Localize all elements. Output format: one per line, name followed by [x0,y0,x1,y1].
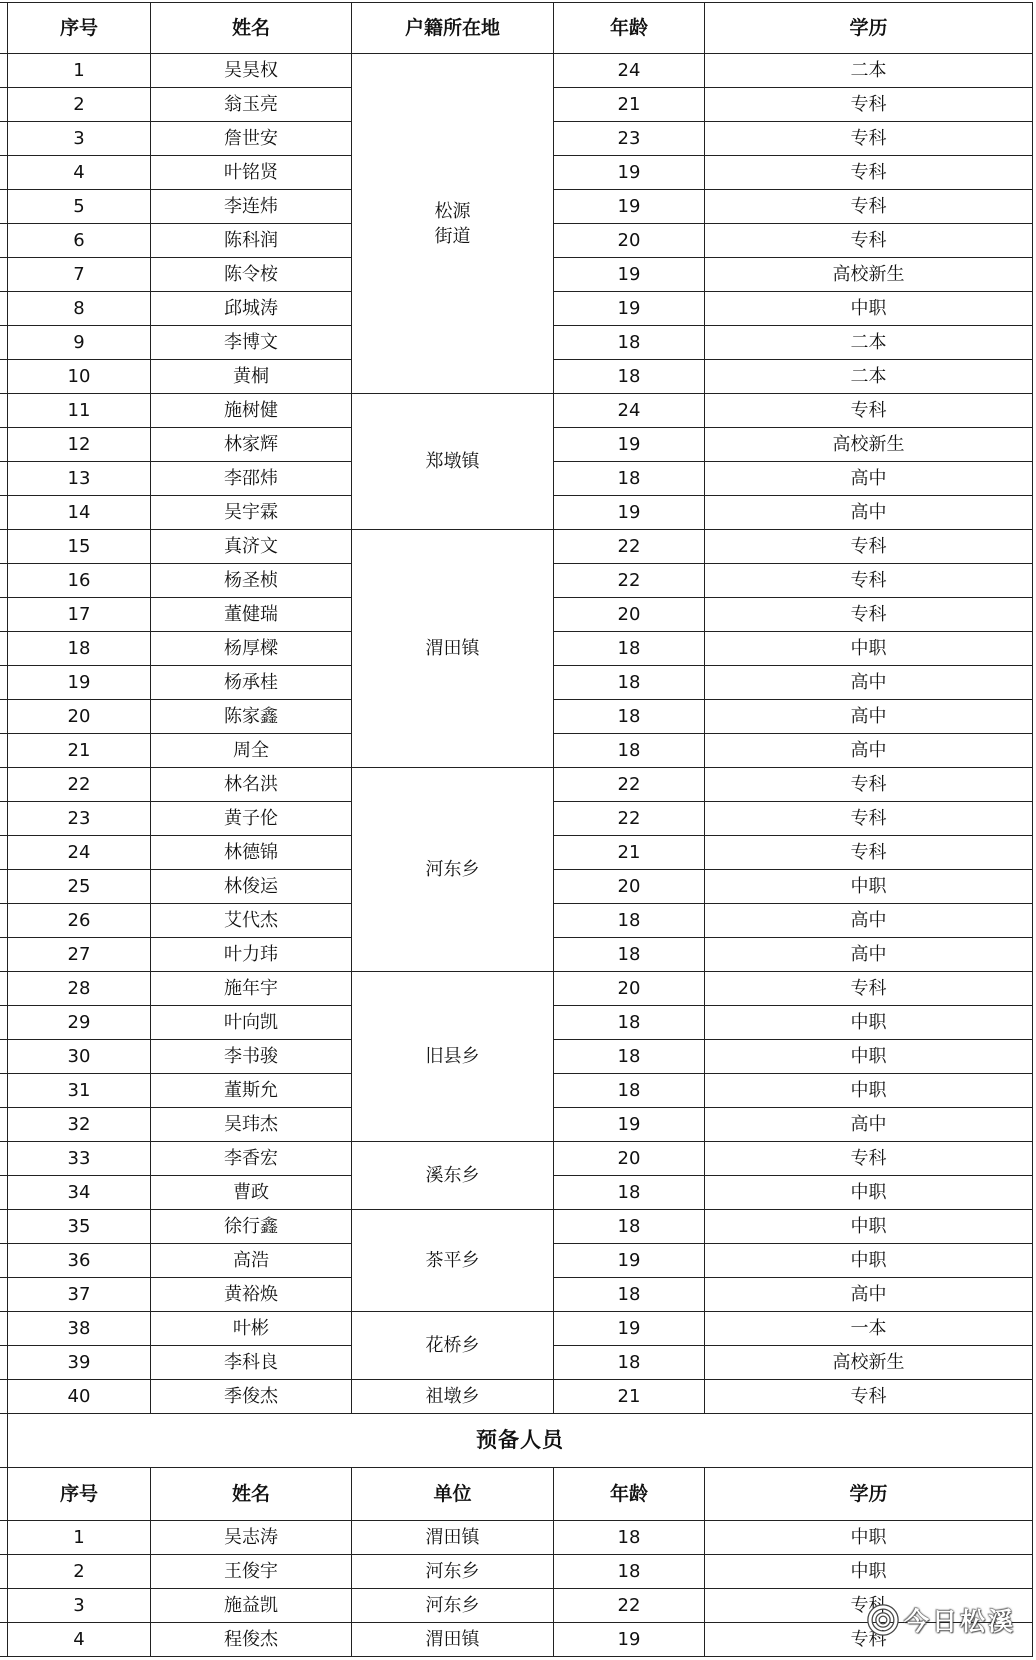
name-cell: 黄子伦 [151,802,352,836]
row-number-cell: 2 [8,1555,151,1589]
name-cell: 陈科润 [151,224,352,258]
age-cell: 18 [554,360,705,394]
education-cell: 中职 [705,1006,1033,1040]
name-cell: 陈家鑫 [151,700,352,734]
row-number-cell: 17 [8,598,151,632]
row-number-cell: 25 [8,870,151,904]
name-cell: 陈令桉 [151,258,352,292]
age-cell: 18 [554,1521,705,1555]
unit-cell: 渭田镇 [352,1521,554,1555]
age-cell: 22 [554,530,705,564]
location-cell: 松源 街道 [352,54,554,394]
row-number-cell: 14 [8,496,151,530]
name-cell: 林俊运 [151,870,352,904]
age-cell: 18 [554,904,705,938]
name-cell: 李书骏 [151,1040,352,1074]
name-cell: 翁玉亮 [151,88,352,122]
name-cell: 曹政 [151,1176,352,1210]
name-cell: 黄桐 [151,360,352,394]
name-cell: 高浩 [151,1244,352,1278]
row-number-cell: 31 [8,1074,151,1108]
age-cell: 19 [554,292,705,326]
reserve-header-no: 序号 [8,1468,151,1521]
row-number-cell: 23 [8,802,151,836]
education-cell: 专科 [705,836,1033,870]
reserve-section-head [8,1414,1033,1521]
table-row [8,972,1033,1006]
row-number-cell: 34 [8,1176,151,1210]
education-cell: 中职 [705,1074,1033,1108]
age-cell: 19 [554,428,705,462]
education-cell: 高中 [705,666,1033,700]
age-cell: 18 [554,326,705,360]
education-cell: 专科 [705,394,1033,428]
row-number-cell: 3 [8,1589,151,1623]
row-number-cell: 11 [8,394,151,428]
name-cell: 叶铭贤 [151,156,352,190]
row-number-cell: 9 [8,326,151,360]
row-number-cell: 32 [8,1108,151,1142]
education-cell: 一本 [705,1312,1033,1346]
name-cell: 吴昊权 [151,54,352,88]
education-cell: 专科 [705,768,1033,802]
row-number-cell: 6 [8,224,151,258]
row-number-cell: 39 [8,1346,151,1380]
main-table-body [8,54,1033,1414]
unit-cell: 渭田镇 [352,1623,554,1657]
name-cell: 王俊宇 [151,1555,352,1589]
age-cell: 23 [554,122,705,156]
age-cell: 18 [554,1006,705,1040]
row-number-cell: 24 [8,836,151,870]
row-number-cell: 2 [8,88,151,122]
age-cell: 19 [554,1312,705,1346]
name-cell: 林德锦 [151,836,352,870]
education-cell: 高校新生 [705,258,1033,292]
row-number-cell: 22 [8,768,151,802]
age-cell: 18 [554,632,705,666]
row-number-cell: 19 [8,666,151,700]
education-cell: 专科 [705,88,1033,122]
location-cell: 渭田镇 [352,530,554,768]
reserve-title: 预备人员 [8,1414,1033,1468]
reserve-title-row [8,1414,1033,1468]
row-number-cell: 5 [8,190,151,224]
row-number-cell: 28 [8,972,151,1006]
table-row [8,1312,1033,1346]
education-cell: 高中 [705,1278,1033,1312]
reserve-header-education: 学历 [705,1468,1033,1521]
education-cell: 二本 [705,326,1033,360]
education-cell: 高中 [705,700,1033,734]
roster-table [7,2,1033,1657]
row-number-cell: 29 [8,1006,151,1040]
reserve-header-age: 年龄 [554,1468,705,1521]
name-cell: 李邵炜 [151,462,352,496]
location-cell: 茶平乡 [352,1210,554,1312]
age-cell: 22 [554,768,705,802]
unit-cell: 河东乡 [352,1589,554,1623]
age-cell: 18 [554,938,705,972]
education-cell: 专科 [705,122,1033,156]
age-cell: 18 [554,462,705,496]
row-number-cell: 33 [8,1142,151,1176]
age-cell: 18 [554,734,705,768]
age-cell: 20 [554,870,705,904]
education-cell: 专科 [705,972,1033,1006]
table-row [8,768,1033,802]
age-cell: 20 [554,972,705,1006]
location-cell: 溪东乡 [352,1142,554,1210]
row-number-cell: 20 [8,700,151,734]
education-cell: 高中 [705,496,1033,530]
row-number-cell: 38 [8,1312,151,1346]
education-cell: 中职 [705,632,1033,666]
age-cell: 19 [554,496,705,530]
row-number-cell: 1 [8,1521,151,1555]
row-number-cell: 4 [8,156,151,190]
name-cell: 李香宏 [151,1142,352,1176]
row-number-cell: 36 [8,1244,151,1278]
age-cell: 18 [554,700,705,734]
education-cell: 专科 [705,564,1033,598]
education-cell: 高中 [705,904,1033,938]
education-cell: 中职 [705,1555,1033,1589]
name-cell: 吴宇霖 [151,496,352,530]
row-number-cell: 8 [8,292,151,326]
name-cell: 程俊杰 [151,1623,352,1657]
location-cell: 河东乡 [352,768,554,972]
education-cell: 中职 [705,1210,1033,1244]
name-cell: 杨承桂 [151,666,352,700]
name-cell: 李博文 [151,326,352,360]
education-cell: 专科 [705,190,1033,224]
education-cell: 中职 [705,1040,1033,1074]
age-cell: 18 [554,666,705,700]
age-cell: 19 [554,156,705,190]
education-cell: 高中 [705,734,1033,768]
education-cell: 高校新生 [705,1346,1033,1380]
name-cell: 董健瑞 [151,598,352,632]
name-cell: 李连炜 [151,190,352,224]
row-number-cell: 16 [8,564,151,598]
header-name: 姓名 [151,3,352,54]
row-number-cell: 10 [8,360,151,394]
reserve-header-row [8,1468,1033,1521]
name-cell: 季俊杰 [151,1380,352,1414]
age-cell: 21 [554,88,705,122]
row-number-cell: 12 [8,428,151,462]
location-cell: 郑墩镇 [352,394,554,530]
age-cell: 18 [554,1555,705,1589]
name-cell: 黄裕焕 [151,1278,352,1312]
education-cell: 中职 [705,1244,1033,1278]
header-row [8,3,1033,54]
age-cell: 22 [554,1589,705,1623]
row-number-cell: 26 [8,904,151,938]
age-cell: 18 [554,1074,705,1108]
age-cell: 18 [554,1040,705,1074]
name-cell: 徐行鑫 [151,1210,352,1244]
main-table-head [8,3,1033,54]
name-cell: 叶力玮 [151,938,352,972]
name-cell: 艾代杰 [151,904,352,938]
education-cell: 专科 [705,1380,1033,1414]
education-cell: 专科 [705,1589,1033,1623]
reserve-row [8,1555,1033,1589]
watermark [866,1602,1016,1638]
age-cell: 19 [554,1244,705,1278]
age-cell: 18 [554,1210,705,1244]
name-cell: 叶彬 [151,1312,352,1346]
name-cell: 吴玮杰 [151,1108,352,1142]
name-cell: 吴志涛 [151,1521,352,1555]
header-age: 年龄 [554,3,705,54]
age-cell: 20 [554,224,705,258]
age-cell: 20 [554,1142,705,1176]
name-cell: 董斯允 [151,1074,352,1108]
row-number-cell: 35 [8,1210,151,1244]
header-no: 序号 [8,3,151,54]
reserve-header-name: 姓名 [151,1468,352,1521]
table-row [8,1142,1033,1176]
name-cell: 真济文 [151,530,352,564]
table-row [8,394,1033,428]
name-cell: 叶向凯 [151,1006,352,1040]
education-cell: 中职 [705,870,1033,904]
age-cell: 19 [554,1108,705,1142]
row-number-cell: 1 [8,54,151,88]
reserve-header-unit: 单位 [352,1468,554,1521]
name-cell: 李科良 [151,1346,352,1380]
name-cell: 杨厚樑 [151,632,352,666]
education-cell: 专科 [705,224,1033,258]
row-number-cell: 13 [8,462,151,496]
name-cell: 林名洪 [151,768,352,802]
education-cell: 高校新生 [705,428,1033,462]
location-cell: 花桥乡 [352,1312,554,1380]
age-cell: 20 [554,598,705,632]
education-cell: 高中 [705,1108,1033,1142]
education-cell: 中职 [705,1521,1033,1555]
age-cell: 21 [554,1380,705,1414]
education-cell: 高中 [705,938,1033,972]
age-cell: 22 [554,564,705,598]
age-cell: 18 [554,1278,705,1312]
name-cell: 施年宇 [151,972,352,1006]
education-cell: 专科 [705,156,1033,190]
unit-cell: 河东乡 [352,1555,554,1589]
name-cell: 施树健 [151,394,352,428]
row-number-cell: 18 [8,632,151,666]
age-cell: 24 [554,54,705,88]
table-row [8,1210,1033,1244]
table-row [8,1380,1033,1414]
wechat-logo-icon [866,1603,900,1637]
education-cell: 专科 [705,1623,1033,1657]
row-number-cell: 27 [8,938,151,972]
table-row [8,54,1033,88]
location-cell: 旧县乡 [352,972,554,1142]
age-cell: 24 [554,394,705,428]
age-cell: 19 [554,190,705,224]
age-cell: 21 [554,836,705,870]
education-cell: 专科 [705,802,1033,836]
table-row [8,530,1033,564]
age-cell: 19 [554,258,705,292]
row-number-cell: 37 [8,1278,151,1312]
header-education: 学历 [705,3,1033,54]
education-cell: 专科 [705,598,1033,632]
row-number-cell: 3 [8,122,151,156]
header-location: 户籍所在地 [352,3,554,54]
name-cell: 杨圣桢 [151,564,352,598]
name-cell: 施益凯 [151,1589,352,1623]
reserve-row [8,1521,1033,1555]
education-cell: 二本 [705,360,1033,394]
age-cell: 18 [554,1176,705,1210]
education-cell: 二本 [705,54,1033,88]
age-cell: 22 [554,802,705,836]
row-number-cell: 4 [8,1623,151,1657]
education-cell: 专科 [705,1142,1033,1176]
name-cell: 詹世安 [151,122,352,156]
education-cell: 专科 [705,530,1033,564]
name-cell: 林家辉 [151,428,352,462]
education-cell: 中职 [705,292,1033,326]
watermark-text: 今日松溪 [904,1607,1017,1636]
education-cell: 中职 [705,1176,1033,1210]
education-cell: 高中 [705,462,1033,496]
row-number-cell: 7 [8,258,151,292]
row-number-cell: 30 [8,1040,151,1074]
name-cell: 周全 [151,734,352,768]
age-cell: 19 [554,1623,705,1657]
row-number-cell: 15 [8,530,151,564]
row-number-cell: 21 [8,734,151,768]
location-cell: 祖墩乡 [352,1380,554,1414]
row-number-cell: 40 [8,1380,151,1414]
name-cell: 邱城涛 [151,292,352,326]
age-cell: 18 [554,1346,705,1380]
